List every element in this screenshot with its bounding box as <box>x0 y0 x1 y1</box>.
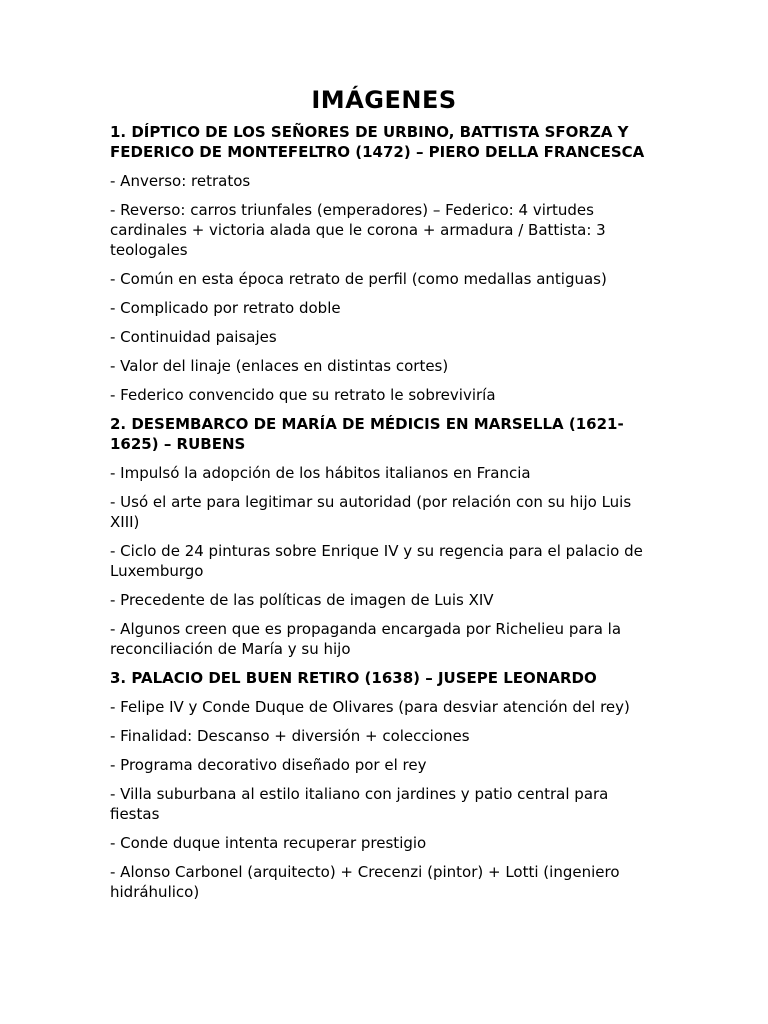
section-2 <box>110 414 658 659</box>
section-3 <box>110 668 658 902</box>
list-item: - Ciclo de 24 pinturas sobre Enrique IV y su regencia para el palacio de Luxemburgo <box>110 542 643 580</box>
list-item: - Impulsó la adopción de los hábitos italianos en Francia <box>110 464 531 482</box>
list-item: - Felipe IV y Conde Duque de Olivares (para desviar atención del rey) <box>110 698 630 716</box>
list-item: - Usó el arte para legitimar su autoridad (por relación con su hijo Luis XIII) <box>110 493 632 531</box>
section-heading: 2. DESEMBARCO DE MARÍA DE MÉDICIS EN MARSELLA (1621-1625) – RUBENS <box>110 415 624 453</box>
list-item: - Común en esta época retrato de perfil (como medallas antiguas) <box>110 270 607 288</box>
list-item: - Valor del linaje (enlaces en distintas cortes) <box>110 357 449 375</box>
list-item: - Complicado por retrato doble <box>110 299 341 317</box>
section-heading: 1. DÍPTICO DE LOS SEÑORES DE URBINO, BATTISTA SFORZA Y FEDERICO DE MONTEFELTRO (1472) – PIERO DELLA FRANCESCA <box>110 123 645 161</box>
list-item: - Federico convencido que su retrato le sobreviviría <box>110 386 496 404</box>
list-item: - Continuidad paisajes <box>110 328 277 346</box>
list-item: - Programa decorativo diseñado por el rey <box>110 756 427 774</box>
section-heading: 3. PALACIO DEL BUEN RETIRO (1638) – JUSEPE LEONARDO <box>110 669 597 687</box>
list-item: - Finalidad: Descanso + diversión + colecciones <box>110 727 470 745</box>
list-item: - Reverso: carros triunfales (emperadores) – Federico: 4 virtudes cardinales + victoria alada que le corona + armadura / Battista: 3 teologales <box>110 201 606 259</box>
list-item: - Algunos creen que es propaganda encargada por Richelieu para la reconciliación de María y su hijo <box>110 620 622 658</box>
list-item: - Conde duque intenta recuperar prestigio <box>110 834 427 852</box>
list-item: - Villa suburbana al estilo italiano con jardines y patio central para fiestas <box>110 785 609 823</box>
list-item: - Alonso Carbonel (arquitecto) + Crecenzi (pintor) + Lotti (ingeniero hidráhulico) <box>110 863 620 901</box>
list-item: - Anverso: retratos <box>110 172 251 190</box>
document-title: IMÁGENES <box>311 86 457 114</box>
section-1 <box>110 122 658 405</box>
list-item: - Precedente de las políticas de imagen de Luis XIV <box>110 591 494 609</box>
